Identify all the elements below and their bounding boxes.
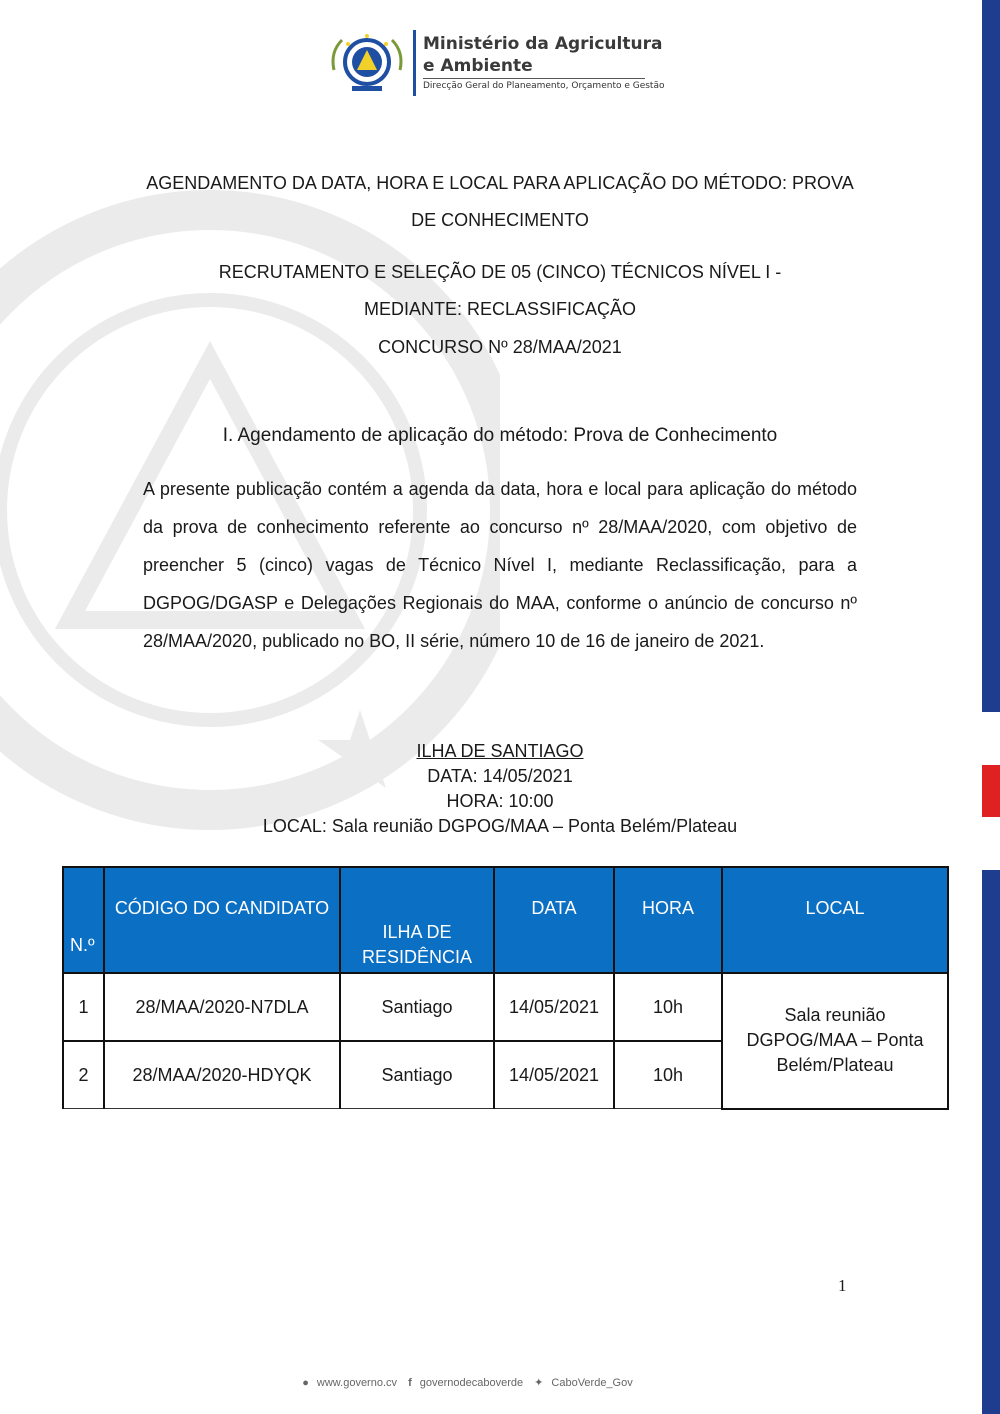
row-date: 14/05/2021 bbox=[494, 1041, 614, 1109]
header-local: LOCAL bbox=[722, 867, 948, 973]
row-date: 14/05/2021 bbox=[494, 973, 614, 1041]
logo-divider bbox=[413, 30, 416, 96]
row-candidate-code: 28/MAA/2020-HDYQK bbox=[104, 1041, 340, 1109]
schedule-island: ILHA DE SANTIAGO bbox=[416, 741, 584, 761]
row-number: 2 bbox=[63, 1041, 104, 1109]
footer bbox=[0, 1376, 935, 1389]
schedule-time: HORA: 10:00 bbox=[446, 791, 554, 811]
body-paragraph: A presente publicação contém a agenda da data, hora e local para aplicação do método da prova de conhecimento referente ao concurso nº 28/MAA/2020, com objetivo de preencher 5 (cinco) vagas de Técnico Nível I, mediante Reclassificação, para a DGPOG/DGASP e Delegações Regionais do MAA, conforme o anúncio de concurso nº 28/MAA/2020, publicado no BO, II série, número 10 de 16 de janeiro de 2021. bbox=[143, 479, 857, 651]
facebook-icon: f bbox=[408, 1377, 412, 1389]
candidates-table bbox=[62, 866, 949, 1110]
schedule-date: DATA: 14/05/2021 bbox=[427, 766, 573, 786]
national-seal-icon bbox=[326, 30, 408, 96]
row-time: 10h bbox=[614, 1041, 722, 1109]
header-time: HORA bbox=[614, 867, 722, 973]
globe-icon: ● bbox=[302, 1377, 309, 1389]
table-header-row bbox=[63, 867, 948, 973]
ministry-logo bbox=[326, 26, 686, 100]
row-number: 1 bbox=[63, 973, 104, 1041]
table-row bbox=[63, 973, 948, 1041]
header-number: N.º bbox=[63, 867, 104, 973]
row-candidate-code: 28/MAA/2020-N7DLA bbox=[104, 973, 340, 1041]
row-time: 10h bbox=[614, 973, 722, 1041]
ministry-name-line1: Ministério da Agricultura bbox=[423, 34, 663, 54]
page-number: 1 bbox=[838, 1276, 847, 1295]
document-title-line2: DE CONHECIMENTO bbox=[411, 210, 589, 230]
row-island: Santiago bbox=[340, 973, 494, 1041]
row-island: Santiago bbox=[340, 1041, 494, 1109]
ministry-name-line2: e Ambiente bbox=[423, 56, 533, 76]
header-candidate-code: CÓDIGO DO CANDIDATO bbox=[104, 867, 340, 973]
footer-website: www.governo.cv bbox=[316, 1377, 398, 1389]
footer-facebook: governodecaboverde bbox=[419, 1377, 524, 1389]
ministry-underline bbox=[423, 78, 645, 79]
header-island: ILHA DE RESIDÊNCIA bbox=[340, 867, 494, 973]
contest-number: CONCURSO Nº 28/MAA/2021 bbox=[378, 337, 622, 357]
header-date: DATA bbox=[494, 867, 614, 973]
document-title-line4: MEDIANTE: RECLASSIFICAÇÃO bbox=[363, 299, 637, 319]
twitter-icon: ✦ bbox=[534, 1377, 544, 1389]
schedule-location: LOCAL: Sala reunião DGPOG/MAA – Ponta Belém/Plateau bbox=[262, 816, 738, 836]
edge-bar-blue-bottom bbox=[982, 870, 1000, 1414]
footer-twitter: CaboVerde_Gov bbox=[551, 1377, 633, 1389]
row-local: Sala reunião DGPOG/MAA – Ponta Belém/Plateau bbox=[722, 973, 948, 1109]
document-title-line3: RECRUTAMENTO E SELEÇÃO DE 05 (CINCO) TÉCNICOS NÍVEL I - bbox=[218, 262, 782, 282]
document-title-line1: AGENDAMENTO DA DATA, HORA E LOCAL PARA APLICAÇÃO DO MÉTODO: PROVA bbox=[146, 173, 854, 193]
ministry-subtitle: Direcção Geral do Planeamento, Orçamento e Gestão bbox=[423, 81, 665, 91]
section-heading: I. Agendamento de aplicação do método: Prova de Conhecimento bbox=[222, 425, 778, 446]
